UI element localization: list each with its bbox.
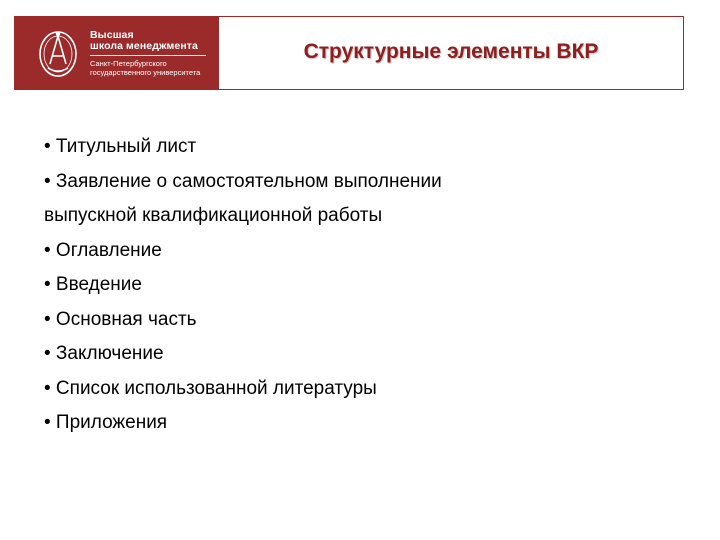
logo-block — [14, 16, 218, 90]
slide-title: Структурные элементы ВКР — [303, 40, 599, 63]
list-item: • Список использованной литературы — [44, 377, 377, 399]
list-item: • Заявление о самостоятельном выполнении — [44, 170, 442, 192]
logo-divider — [90, 55, 206, 56]
list-item: • Заключение — [44, 343, 164, 364]
list-item: • Оглавление — [44, 239, 162, 261]
logo-text — [90, 30, 206, 77]
bullet-list — [44, 130, 684, 441]
title-box — [218, 16, 684, 90]
list-item: • Титульный лист — [44, 136, 197, 157]
university-emblem-icon — [36, 24, 80, 82]
list-item: • Введение — [44, 274, 142, 295]
list-item: • Приложения — [44, 412, 168, 433]
list-item: выпускной квалификационной работы — [44, 205, 383, 226]
list-item: • Основная часть — [44, 308, 197, 330]
logo-line-1: Высшая — [90, 28, 134, 41]
logo-subline-2: государственного университета — [90, 67, 201, 77]
logo-subline-1: Санкт-Петербургского — [90, 58, 167, 68]
logo-line-2: школа менеджмента — [90, 39, 198, 52]
